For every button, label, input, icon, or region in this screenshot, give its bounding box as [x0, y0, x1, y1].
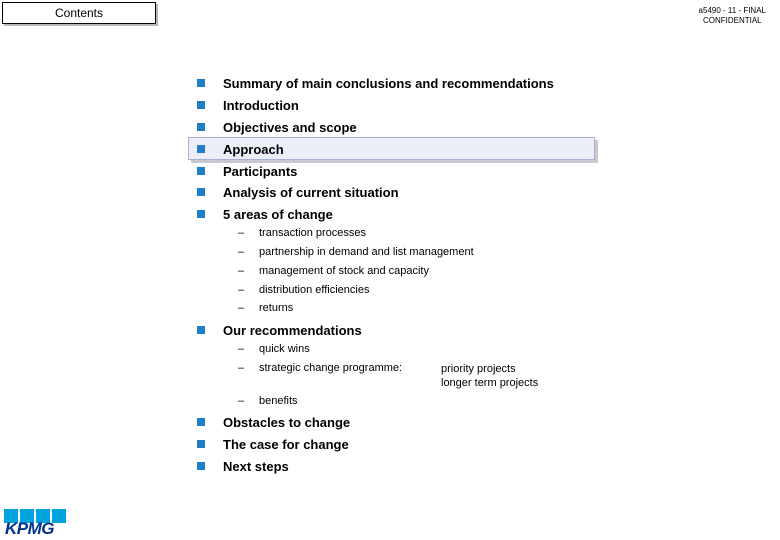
square-bullet-icon [197, 167, 205, 175]
square-bullet-icon [197, 418, 205, 426]
sub-item-label: benefits [259, 395, 298, 407]
toc-item-label: Introduction [223, 97, 299, 113]
sub-item-label: strategic change programme: [259, 362, 403, 374]
square-bullet-icon [197, 326, 205, 334]
dash-icon: – [238, 302, 245, 314]
toc-item-label: Obstacles to change [223, 414, 351, 430]
toc-item-areas-of-change[interactable] [197, 204, 333, 224]
toc-item-label: Objectives and scope [223, 119, 357, 135]
toc-item-next-steps[interactable] [197, 456, 289, 476]
square-bullet-icon [197, 440, 205, 448]
detail-priority-projects: priority projects [441, 363, 516, 375]
contents-title: Contents [2, 2, 156, 24]
toc-item-label: Analysis of current situation [223, 184, 399, 200]
sub-item-benefits [238, 395, 298, 407]
toc-item-participants[interactable] [197, 161, 297, 181]
sub-item-label: quick wins [259, 343, 310, 355]
document-reference [699, 6, 766, 26]
sub-item-stock [238, 265, 429, 277]
toc-item-case-for-change[interactable] [197, 434, 349, 454]
toc-item-label: 5 areas of change [223, 206, 333, 222]
sub-item-distribution [238, 284, 369, 296]
dash-icon: – [238, 343, 245, 355]
square-bullet-icon [197, 462, 205, 470]
square-bullet-icon [197, 123, 205, 131]
reference-code: a5490 - 11 - FINAL [698, 6, 766, 15]
dash-icon: – [238, 362, 245, 374]
sub-item-label: returns [259, 302, 294, 314]
logo-square-icon [52, 509, 66, 523]
square-bullet-icon [197, 210, 205, 218]
sub-item-returns [238, 302, 293, 314]
toc-item-obstacles[interactable] [197, 412, 350, 432]
square-bullet-icon [197, 101, 205, 109]
toc-item-introduction[interactable] [197, 95, 299, 115]
toc-item-label: Next steps [223, 458, 289, 474]
toc-item-label: The case for change [223, 436, 349, 452]
toc-item-label: Approach [223, 141, 284, 157]
dash-icon: – [238, 395, 245, 407]
toc-item-analysis[interactable] [197, 182, 399, 202]
toc-item-label: Participants [223, 163, 298, 179]
sub-item-label: transaction processes [259, 227, 366, 239]
sub-item-quick-wins [238, 343, 310, 355]
sub-item-transaction [238, 227, 366, 239]
confidential-label: CONFIDENTIAL [702, 16, 762, 25]
square-bullet-icon [197, 145, 205, 153]
toc-item-recommendations[interactable] [197, 320, 362, 340]
detail-longer-term-projects: longer term projects [441, 377, 539, 389]
square-bullet-icon [197, 188, 205, 196]
strategic-details [441, 362, 538, 390]
dash-icon: – [238, 246, 245, 258]
logo-text: KPMG [5, 519, 54, 538]
toc-item-objectives[interactable] [197, 117, 357, 137]
toc-item-summary[interactable] [197, 73, 554, 93]
square-bullet-icon [197, 79, 205, 87]
toc-item-approach[interactable] [197, 139, 284, 159]
dash-icon: – [238, 265, 245, 277]
sub-item-label: distribution efficiencies [259, 284, 370, 296]
sub-item-strategic [238, 362, 402, 374]
kpmg-logo [4, 509, 66, 537]
sub-item-label: management of stock and capacity [259, 265, 429, 277]
toc-item-label: Our recommendations [223, 322, 362, 338]
sub-item-partnership [238, 246, 474, 258]
sub-item-label: partnership in demand and list management [259, 246, 474, 258]
dash-icon: – [238, 284, 245, 296]
toc-item-label: Summary of main conclusions and recommendations [223, 75, 554, 91]
dash-icon: – [238, 227, 245, 239]
